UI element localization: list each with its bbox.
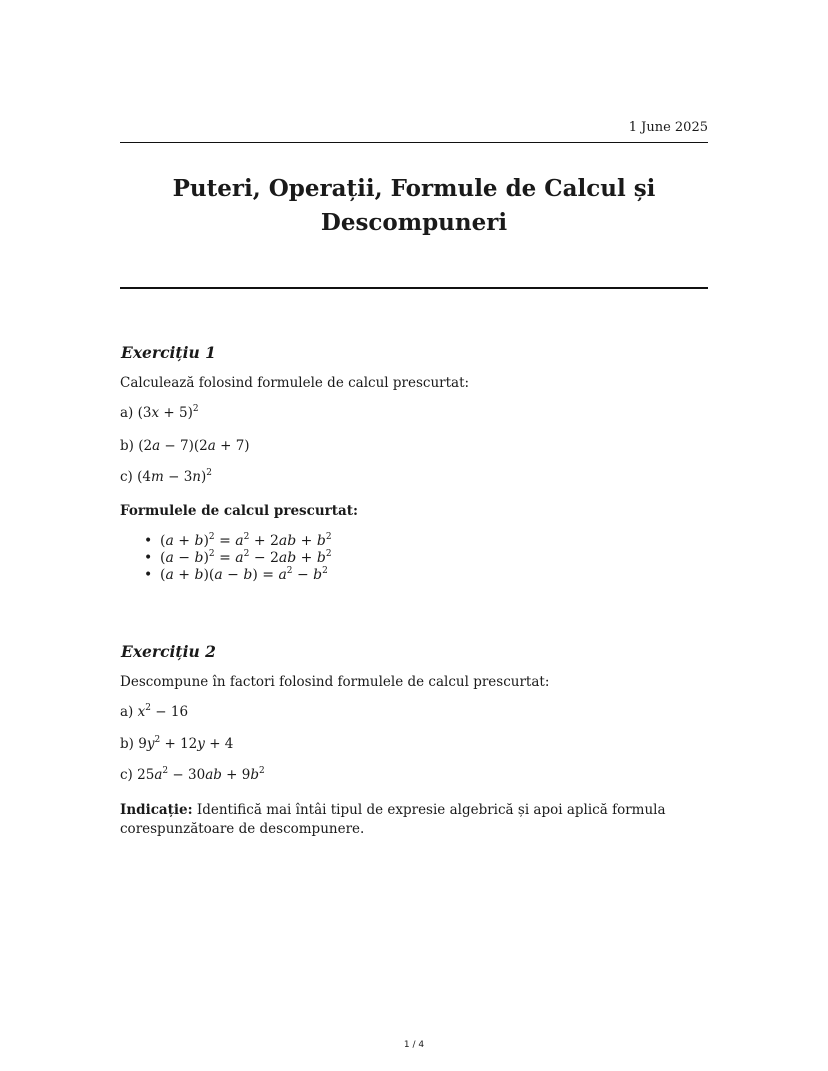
page-number: 1 / 4 — [403, 1040, 425, 1050]
title-rule — [120, 287, 708, 289]
bullet-icon: • — [144, 550, 153, 566]
formula-item: • $(a + b)^2 = a^2 + 2ab + b^2$ — [144, 532, 332, 549]
math-expression: $x^2 - 16$ — [137, 703, 189, 720]
exercise-2-item-c — [120, 767, 265, 783]
exercise-2-prompt: Descompune în factori folosind formulele de calcul prescurtat: — [120, 674, 550, 690]
formulas-list — [120, 533, 332, 584]
item-label: c) — [120, 469, 133, 485]
exercise-1-item-a — [120, 405, 199, 421]
hint-text: Identifică mai întâi tipul de expresie algebrică și apoi aplică formula corespunzătoare de descompunere. — [120, 802, 666, 837]
item-label: a) — [120, 704, 134, 720]
exercise-2-item-b — [120, 736, 233, 752]
math-expression: $(3x + 5)^2$ — [137, 404, 199, 421]
formulas-heading: Formulele de calcul prescurtat: — [120, 503, 358, 519]
exercise-2-hint — [120, 801, 680, 839]
item-label: b) — [120, 438, 134, 454]
header-rule — [120, 142, 708, 143]
formula-item: • $(a - b)^2 = a^2 - 2ab + b^2$ — [144, 549, 332, 566]
document-title: Puteri, Operații, Formule de Calcul și Descompuneri — [172, 175, 656, 236]
item-label: b) — [120, 736, 134, 752]
math-expression: $25a^2 - 30ab + 9b^2$ — [137, 766, 265, 783]
math-expression: $9y^2 + 12y + 4$ — [138, 735, 234, 752]
formula-item: • $(a + b)(a - b) = a^2 - b^2$ — [144, 566, 328, 583]
bullet-icon: • — [144, 533, 153, 549]
hint-label: Indicație: — [120, 802, 193, 818]
bullet-icon: • — [144, 567, 153, 583]
item-label: a) — [120, 405, 134, 421]
item-label: c) — [120, 767, 133, 783]
math-expression: (2a − 7)(2a + 7) — [138, 438, 250, 454]
document-date: 1 June 2025 — [628, 120, 708, 135]
math-expression: $(4m - 3n)^2$ — [137, 468, 212, 485]
exercise-1-item-c — [120, 469, 212, 485]
exercise-1-item-b — [120, 438, 250, 454]
exercise-1-prompt: Calculează folosind formulele de calcul prescurtat: — [120, 375, 470, 391]
exercise-2-item-a — [120, 704, 188, 720]
exercise-1-heading: Exercițiu 1 — [121, 343, 216, 362]
exercise-2-heading: Exercițiu 2 — [121, 642, 216, 661]
